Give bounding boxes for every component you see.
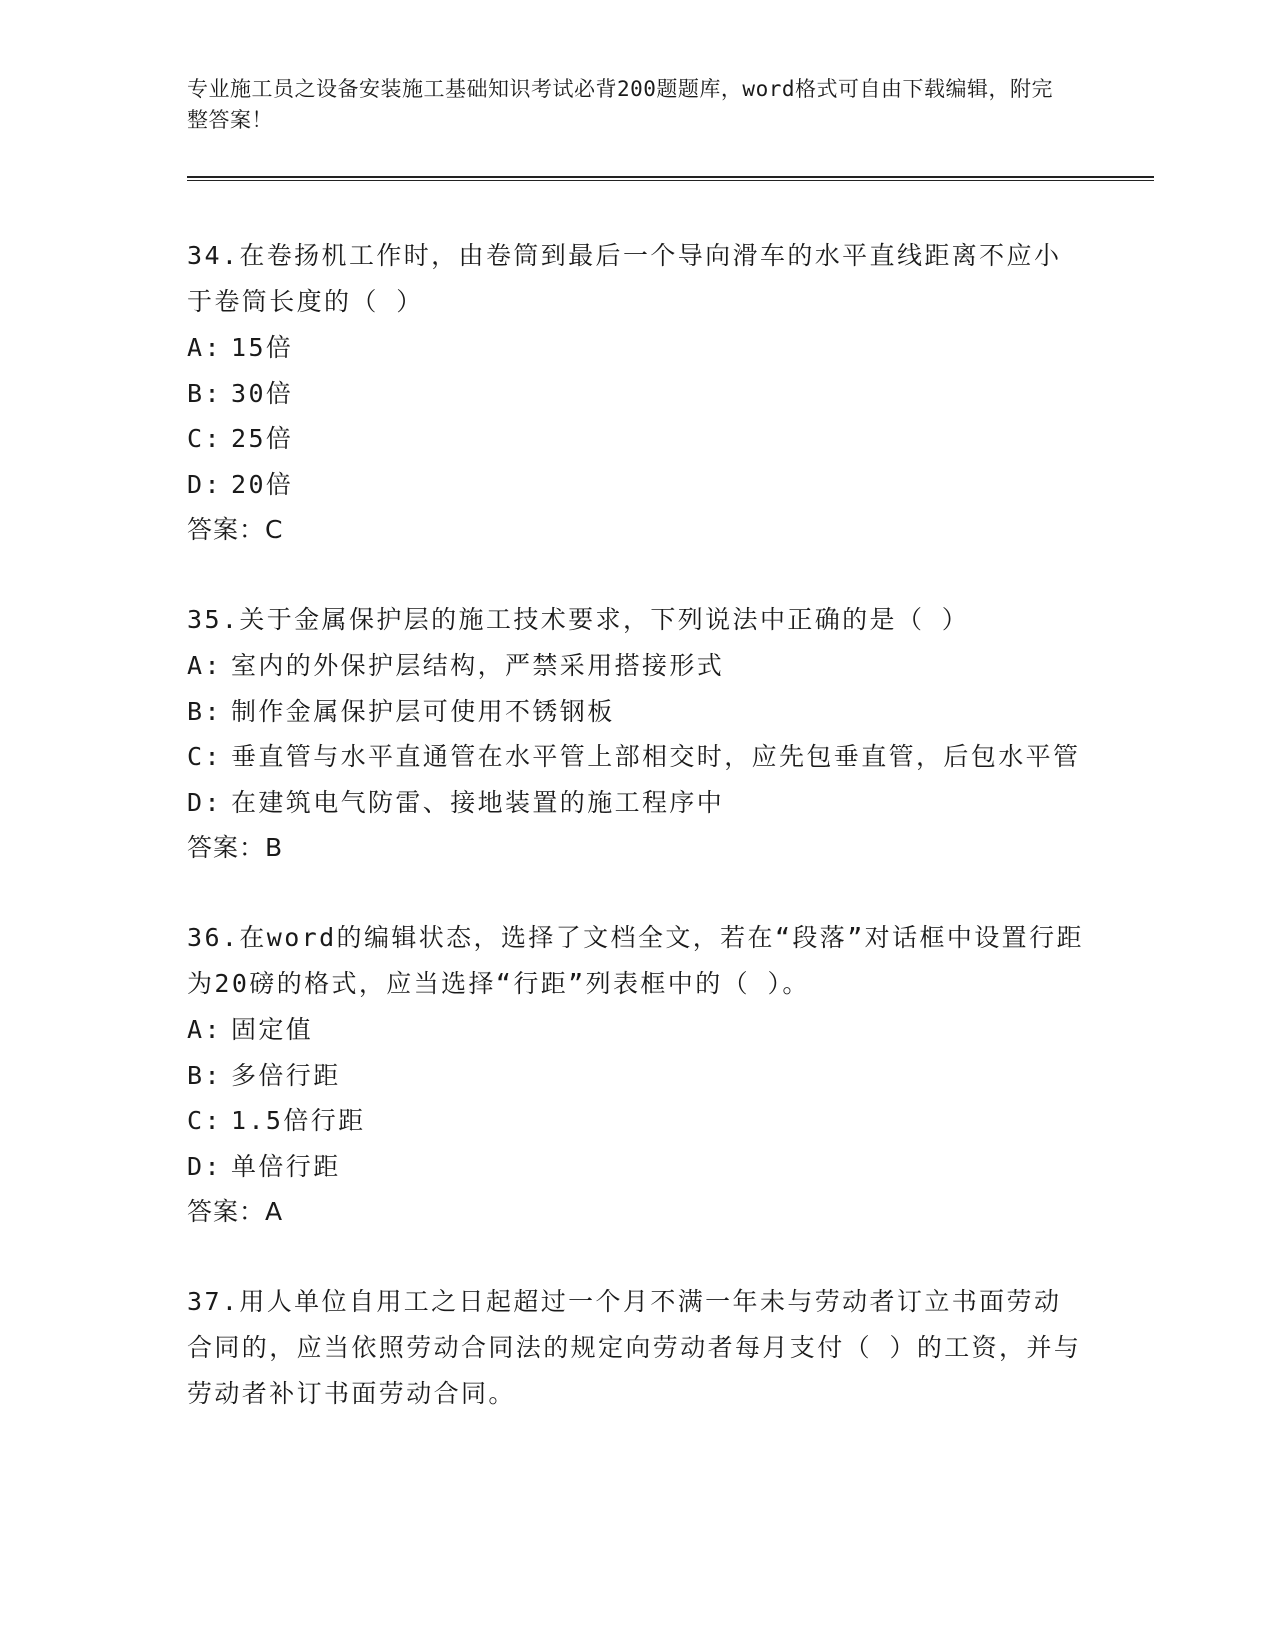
header-divider	[187, 176, 1154, 181]
answer-line: 答案：C	[187, 515, 284, 544]
question-36	[187, 915, 1087, 1235]
option-label: B:	[187, 696, 222, 726]
option-text: 室内的外保护层结构，严禁采用搭接形式	[231, 651, 725, 680]
option-label: A:	[187, 1015, 222, 1044]
option-a	[187, 1007, 1087, 1053]
option-text: 制作金属保护层可使用不锈钢板	[231, 696, 615, 726]
option-label: D:	[187, 1151, 222, 1181]
question-stem: 37.用人单位自用工之日起超过一个月不满一年未与劳动者订立书面劳动合同的，应当依照劳动合同法的规定向劳动者每月支付（ ）的工资，并与劳动者补订书面劳动合同。	[187, 1287, 1082, 1408]
option-label: A:	[187, 651, 222, 680]
option-c	[187, 734, 1087, 780]
question-34	[187, 233, 1087, 553]
option-d	[187, 1144, 1087, 1190]
option-text: 25倍	[231, 424, 294, 453]
option-label: D:	[187, 469, 222, 499]
option-a	[187, 325, 1087, 371]
option-label: C:	[187, 742, 222, 771]
option-a	[187, 643, 1087, 689]
question-stem: 36.在word的编辑状态，选择了文档全文，若在“段落”对话框中设置行距为20磅的格式，应当选择“行距”列表框中的（ ）。	[187, 923, 1084, 998]
question-list	[187, 233, 1087, 1461]
option-text: 30倍	[231, 378, 294, 408]
option-label: B:	[187, 378, 222, 408]
option-b	[187, 371, 1087, 417]
option-d	[187, 780, 1087, 826]
option-label: C:	[187, 424, 222, 453]
option-text: 多倍行距	[231, 1060, 341, 1090]
option-text: 20倍	[231, 469, 294, 499]
option-label: D:	[187, 787, 222, 817]
option-c	[187, 1098, 1087, 1144]
answer-line: 答案：B	[187, 833, 284, 862]
answer-line: 答案：A	[187, 1197, 284, 1226]
question-stem: 34.在卷扬机工作时，由卷筒到最后一个导向滑车的水平直线距离不应小于卷筒长度的（ ）	[187, 241, 1062, 316]
option-text: 垂直管与水平直通管在水平管上部相交时，应先包垂直管，后包水平管	[231, 742, 1081, 771]
document-header: 专业施工员之设备安装施工基础知识考试必背200题题库，word格式可自由下载编辑，附完整答案！	[187, 77, 1053, 132]
option-c	[187, 416, 1087, 462]
option-b	[187, 689, 1087, 735]
option-label: B:	[187, 1060, 222, 1090]
option-text: 单倍行距	[231, 1151, 341, 1181]
option-text: 1.5倍行距	[231, 1106, 366, 1135]
question-stem: 35.关于金属保护层的施工技术要求，下列说法中正确的是（ ）	[187, 605, 970, 634]
question-37	[187, 1279, 1087, 1417]
option-text: 15倍	[231, 333, 294, 362]
option-b	[187, 1053, 1087, 1099]
option-text: 固定值	[231, 1015, 314, 1044]
option-label: C:	[187, 1106, 222, 1135]
question-35	[187, 597, 1087, 871]
option-d	[187, 462, 1087, 508]
option-label: A:	[187, 333, 222, 362]
option-text: 在建筑电气防雷、接地装置的施工程序中	[231, 787, 725, 817]
